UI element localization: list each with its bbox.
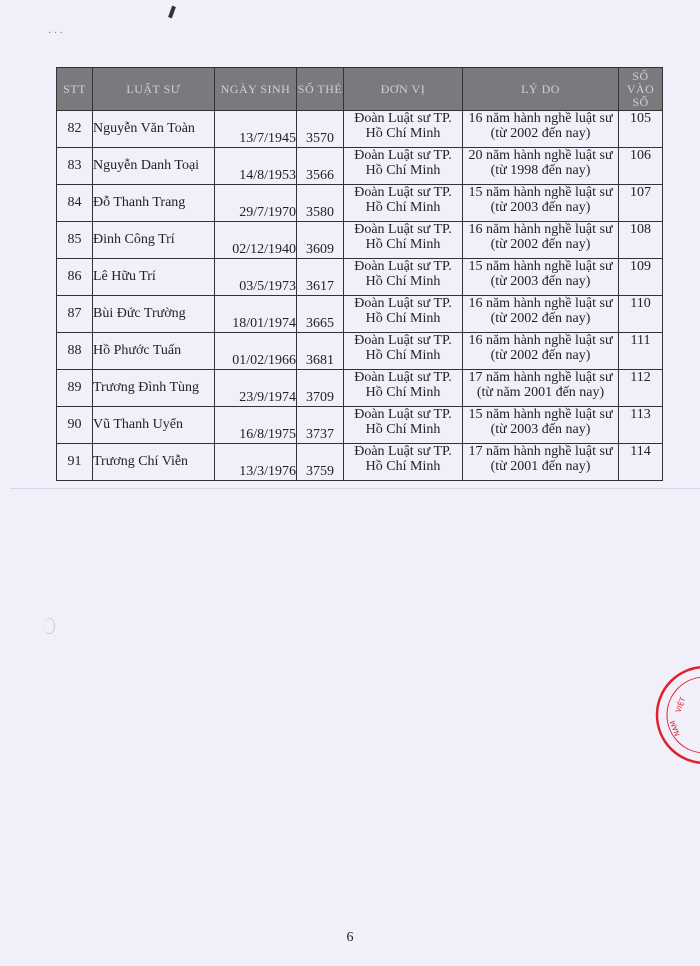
cell-dob: 14/8/1953 [215,148,297,185]
reason-line: 15 năm hành nghề luật sư [468,185,613,200]
table-row [57,333,663,370]
cell-dob: 23/9/1974 [215,370,297,407]
header-lawyer: LUẬT SƯ [93,68,215,111]
cell-stt: 86 [57,259,93,296]
cell-name: Lê Hữu Trí [93,259,215,296]
cell-reason [463,407,619,444]
unit-line: Hồ Chí Minh [365,311,441,326]
cell-unit [344,444,463,481]
cell-card: 3609 [297,222,344,259]
unit-line: Đoàn Luật sư TP. [354,185,452,200]
cell-reason [463,333,619,370]
header-card: SỐ THẺ [297,68,344,111]
cell-unit [344,370,463,407]
page-number: 6 [346,930,354,945]
table-row [57,222,663,259]
cell-card: 3617 [297,259,344,296]
unit-line: Đoàn Luật sư TP. [354,407,452,422]
cell-dob: 01/02/1966 [215,333,297,370]
cell-reason [463,222,619,259]
unit-line: Hồ Chí Minh [365,163,441,178]
header-entry: SỐ VÀO SỔ [619,68,663,111]
unit-line: Đoàn Luật sư TP. [354,370,452,385]
cell-dob: 18/01/1974 [215,296,297,333]
table-row [57,148,663,185]
scan-smudge [44,618,55,634]
cell-unit [344,222,463,259]
reason-line: 16 năm hành nghề luật sư [468,222,613,237]
reason-line: (từ 2003 đến nay) [490,274,591,289]
unit-line: Hồ Chí Minh [365,348,441,363]
unit-line: Hồ Chí Minh [365,422,441,437]
header-unit: ĐƠN VỊ [344,68,463,111]
reason-line: (từ 2003 đến nay) [490,422,591,437]
cell-stt: 85 [57,222,93,259]
cell-reason [463,296,619,333]
cell-entry: 106 [619,148,663,185]
unit-line: Hồ Chí Minh [365,126,441,141]
cell-stt: 90 [57,407,93,444]
cell-reason [463,259,619,296]
table-row [57,259,663,296]
reason-line: (từ 2002 đến nay) [490,311,591,326]
reason-line: (từ 2002 đến nay) [490,348,591,363]
svg-text:VIỆT: VIỆT [674,696,688,714]
cell-entry: 105 [619,111,663,148]
cell-unit [344,185,463,222]
cell-name: Vũ Thanh Uyển [93,407,215,444]
unit-line: Hồ Chí Minh [365,237,441,252]
cell-unit [344,111,463,148]
reason-line: 15 năm hành nghề luật sư [468,259,613,274]
scan-mark [168,6,176,19]
header-stt: STT [57,68,93,111]
svg-text:NAM: NAM [668,719,682,738]
reason-line: 16 năm hành nghề luật sư [468,296,613,311]
reason-line: 16 năm hành nghề luật sư [468,111,613,126]
cell-stt: 89 [57,370,93,407]
cell-name: Trương Chí Viễn [93,444,215,481]
unit-line: Hồ Chí Minh [365,385,441,400]
cell-card: 3570 [297,111,344,148]
reason-line: 15 năm hành nghề luật sư [468,407,613,422]
cell-entry: 108 [619,222,663,259]
cell-stt: 91 [57,444,93,481]
header-dob: NGÀY SINH [215,68,297,111]
cell-entry: 110 [619,296,663,333]
cell-dob: 16/8/1975 [215,407,297,444]
cell-name: Bùi Đức Trường [93,296,215,333]
cell-stt: 82 [57,111,93,148]
reason-line: 17 năm hành nghề luật sư [468,370,613,385]
reason-line: (từ 1998 đến nay) [490,163,591,178]
cell-stt: 88 [57,333,93,370]
reason-line: 16 năm hành nghề luật sư [468,333,613,348]
cell-unit [344,296,463,333]
cell-card: 3737 [297,407,344,444]
cell-reason [463,111,619,148]
unit-line: Hồ Chí Minh [365,459,441,474]
lawyer-roster-table [56,67,663,481]
cell-card: 3681 [297,333,344,370]
cell-card: 3580 [297,185,344,222]
table-header-row [57,68,663,111]
unit-line: Đoàn Luật sư TP. [354,333,452,348]
reason-line: 17 năm hành nghề luật sư [468,444,613,459]
scan-specks: · · · [48,28,63,39]
reason-line: (từ 2003 đến nay) [490,200,591,215]
cell-dob: 13/3/1976 [215,444,297,481]
cell-dob: 02/12/1940 [215,222,297,259]
cell-reason [463,370,619,407]
cell-card: 3566 [297,148,344,185]
cell-name: Nguyễn Danh Toại [93,148,215,185]
unit-line: Hồ Chí Minh [365,274,441,289]
table-row [57,111,663,148]
reason-line: (từ 2002 đến nay) [490,126,591,141]
cell-name: Nguyễn Văn Toàn [93,111,215,148]
unit-line: Hồ Chí Minh [365,200,441,215]
cell-entry: 113 [619,407,663,444]
cell-dob: 29/7/1970 [215,185,297,222]
cell-name: Trương Đình Tùng [93,370,215,407]
table-row [57,185,663,222]
cell-name: Đinh Công Trí [93,222,215,259]
unit-line: Đoàn Luật sư TP. [354,222,452,237]
reason-line: (từ 2001 đến nay) [490,459,591,474]
table-row [57,444,663,481]
unit-line: Đoàn Luật sư TP. [354,296,452,311]
cell-card: 3759 [297,444,344,481]
cell-unit [344,407,463,444]
unit-line: Đoàn Luật sư TP. [354,444,452,459]
unit-line: Đoàn Luật sư TP. [354,111,452,126]
cell-stt: 83 [57,148,93,185]
unit-line: Đoàn Luật sư TP. [354,148,452,163]
cell-entry: 109 [619,259,663,296]
fold-line [10,488,700,489]
reason-line: (từ 2002 đến nay) [490,237,591,252]
cell-name: Hồ Phước Tuấn [93,333,215,370]
cell-dob: 13/7/1945 [215,111,297,148]
cell-name: Đỗ Thanh Trang [93,185,215,222]
cell-dob: 03/5/1973 [215,259,297,296]
cell-unit [344,148,463,185]
cell-unit [344,333,463,370]
reason-line: 20 năm hành nghề luật sư [468,148,613,163]
reason-line: (từ năm 2001 đến nay) [476,385,605,400]
unit-line: Đoàn Luật sư TP. [354,259,452,274]
cell-stt: 84 [57,185,93,222]
cell-card: 3665 [297,296,344,333]
cell-reason [463,444,619,481]
cell-stt: 87 [57,296,93,333]
cell-reason [463,148,619,185]
seal-stamp-fragment [650,655,700,775]
cell-unit [344,259,463,296]
cell-entry: 112 [619,370,663,407]
header-reason: LÝ DO [463,68,619,111]
table-row [57,407,663,444]
cell-entry: 107 [619,185,663,222]
table-row [57,370,663,407]
table-row [57,296,663,333]
cell-reason [463,185,619,222]
cell-entry: 114 [619,444,663,481]
cell-card: 3709 [297,370,344,407]
cell-entry: 111 [619,333,663,370]
